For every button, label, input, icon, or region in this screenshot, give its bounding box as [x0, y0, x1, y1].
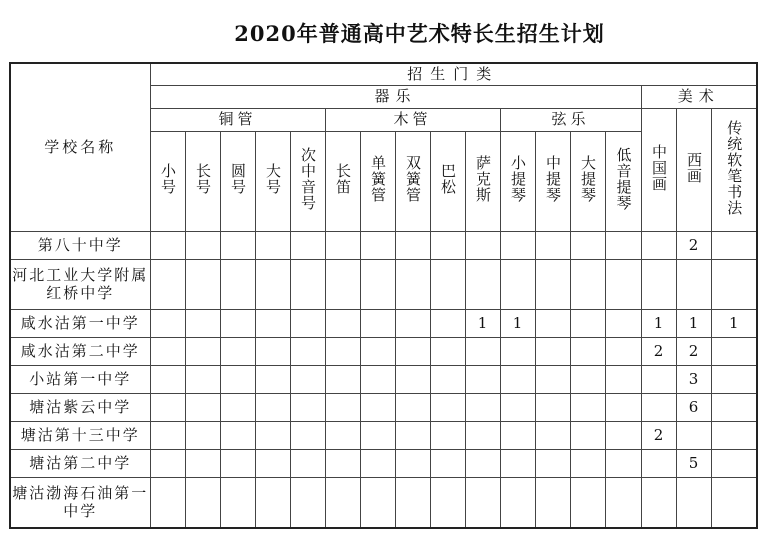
quota-cell	[605, 366, 641, 394]
quota-cell	[711, 422, 757, 450]
col-header: 大提琴	[570, 132, 605, 232]
quota-cell	[255, 310, 290, 338]
quota-cell	[641, 366, 676, 394]
quota-cell	[325, 338, 360, 366]
quota-cell	[465, 394, 500, 422]
col-header: 小提琴	[500, 132, 535, 232]
school-name-cell: 咸水沽第二中学	[10, 338, 150, 366]
quota-cell	[185, 338, 220, 366]
quota-cell	[325, 232, 360, 260]
quota-cell	[711, 450, 757, 478]
quota-cell	[605, 394, 641, 422]
quota-cell	[150, 260, 185, 310]
quota-cell	[185, 394, 220, 422]
quota-cell	[641, 450, 676, 478]
col-header: 传统软笔书法	[711, 109, 757, 232]
table-row	[10, 310, 757, 338]
col-header: 低音提琴	[605, 132, 641, 232]
strings-header: 弦乐	[500, 109, 641, 132]
quota-cell	[465, 232, 500, 260]
quota-cell	[220, 260, 255, 310]
quota-cell: 2	[641, 422, 676, 450]
quota-cell	[395, 478, 430, 529]
quota-cell	[500, 478, 535, 529]
quota-cell	[535, 260, 570, 310]
quota-cell	[641, 260, 676, 310]
quota-cell	[150, 310, 185, 338]
table-row	[10, 478, 757, 529]
quota-cell	[535, 232, 570, 260]
quota-cell	[220, 450, 255, 478]
quota-cell: 6	[676, 394, 711, 422]
quota-cell	[150, 450, 185, 478]
quota-cell	[220, 422, 255, 450]
col-header: 长笛	[325, 132, 360, 232]
quota-cell	[465, 422, 500, 450]
col-header: 双簧管	[395, 132, 430, 232]
table-row	[10, 450, 757, 478]
quota-cell	[605, 450, 641, 478]
quota-cell	[465, 366, 500, 394]
quota-cell	[676, 260, 711, 310]
quota-cell	[220, 338, 255, 366]
quota-cell	[430, 338, 465, 366]
quota-cell	[325, 450, 360, 478]
quota-cell	[325, 394, 360, 422]
quota-cell	[255, 338, 290, 366]
quota-cell	[395, 310, 430, 338]
quota-cell: 2	[676, 232, 711, 260]
quota-cell	[641, 394, 676, 422]
quota-cell	[185, 366, 220, 394]
quota-cell	[500, 232, 535, 260]
table-row	[10, 366, 757, 394]
quota-cell	[430, 310, 465, 338]
school-name-cell: 小站第一中学	[10, 366, 150, 394]
quota-cell	[395, 422, 430, 450]
quota-cell	[325, 310, 360, 338]
quota-cell	[325, 422, 360, 450]
quota-cell	[150, 478, 185, 529]
school-name-cell: 河北工业大学附属红桥中学	[10, 260, 150, 310]
quota-cell: 3	[676, 366, 711, 394]
table-row	[10, 394, 757, 422]
quota-cell: 2	[641, 338, 676, 366]
col-header: 长号	[185, 132, 220, 232]
quota-cell	[535, 422, 570, 450]
school-name-cell: 咸水沽第一中学	[10, 310, 150, 338]
quota-cell	[605, 260, 641, 310]
quota-cell	[290, 260, 325, 310]
quota-cell	[185, 478, 220, 529]
quota-cell	[465, 338, 500, 366]
instrumental-header: 器乐	[150, 86, 641, 109]
quota-cell	[711, 366, 757, 394]
quota-cell	[711, 338, 757, 366]
quota-cell	[605, 232, 641, 260]
table-row	[10, 422, 757, 450]
school-name-cell: 塘沽紫云中学	[10, 394, 150, 422]
quota-cell: 1	[465, 310, 500, 338]
school-name-cell: 塘沽第二中学	[10, 450, 150, 478]
quota-cell	[325, 260, 360, 310]
quota-cell	[220, 478, 255, 529]
quota-cell	[255, 450, 290, 478]
page-title: 2020年普通高中艺术特长生招生计划	[234, 21, 605, 46]
quota-cell	[570, 422, 605, 450]
quota-cell	[430, 422, 465, 450]
quota-cell	[570, 260, 605, 310]
quota-cell	[605, 478, 641, 529]
quota-cell	[500, 394, 535, 422]
quota-cell	[150, 232, 185, 260]
col-header: 圆号	[220, 132, 255, 232]
quota-cell	[185, 232, 220, 260]
quota-cell	[570, 232, 605, 260]
col-header: 西画	[676, 109, 711, 232]
quota-cell	[255, 394, 290, 422]
quota-cell	[220, 394, 255, 422]
quota-cell	[290, 422, 325, 450]
art-header: 美术	[641, 86, 757, 109]
table-row	[10, 260, 757, 310]
quota-cell	[535, 366, 570, 394]
quota-cell	[570, 394, 605, 422]
quota-cell: 1	[500, 310, 535, 338]
quota-cell	[325, 366, 360, 394]
quota-cell	[360, 310, 395, 338]
quota-cell	[430, 232, 465, 260]
col-header: 单簧管	[360, 132, 395, 232]
quota-cell	[150, 394, 185, 422]
quota-cell	[676, 422, 711, 450]
quota-cell	[641, 232, 676, 260]
quota-cell	[430, 366, 465, 394]
quota-cell	[220, 366, 255, 394]
school-name-cell: 塘沽第十三中学	[10, 422, 150, 450]
col-header: 巴松	[430, 132, 465, 232]
quota-cell	[535, 478, 570, 529]
quota-cell	[465, 260, 500, 310]
col-header: 大号	[255, 132, 290, 232]
quota-cell	[500, 422, 535, 450]
quota-cell	[430, 450, 465, 478]
quota-cell	[255, 232, 290, 260]
quota-cell	[185, 310, 220, 338]
quota-cell	[535, 394, 570, 422]
quota-cell	[360, 450, 395, 478]
quota-cell	[570, 338, 605, 366]
quota-cell	[255, 366, 290, 394]
quota-cell	[395, 450, 430, 478]
quota-cell: 2	[676, 338, 711, 366]
quota-cell	[185, 450, 220, 478]
quota-cell	[290, 366, 325, 394]
quota-cell: 1	[641, 310, 676, 338]
quota-cell	[360, 338, 395, 366]
quota-cell	[676, 478, 711, 529]
quota-cell	[325, 478, 360, 529]
quota-cell: 1	[676, 310, 711, 338]
table-row	[10, 338, 757, 366]
col-header: 次中音号	[290, 132, 325, 232]
quota-cell	[290, 232, 325, 260]
quota-cell	[500, 338, 535, 366]
quota-cell	[290, 338, 325, 366]
quota-cell	[570, 366, 605, 394]
quota-cell	[535, 310, 570, 338]
quota-cell	[290, 394, 325, 422]
table-body	[10, 232, 757, 529]
quota-cell	[711, 478, 757, 529]
quota-cell	[150, 338, 185, 366]
quota-cell	[430, 260, 465, 310]
woodwind-header: 木管	[325, 109, 500, 132]
quota-cell	[220, 310, 255, 338]
quota-cell	[150, 366, 185, 394]
quota-cell	[360, 232, 395, 260]
quota-cell	[150, 422, 185, 450]
quota-cell	[395, 394, 430, 422]
quota-cell	[290, 310, 325, 338]
school-name-header: 学校名称	[10, 63, 150, 232]
quota-cell	[711, 394, 757, 422]
quota-cell	[185, 422, 220, 450]
col-header: 小号	[150, 132, 185, 232]
category-header: 招生门类	[150, 63, 757, 86]
quota-cell	[360, 260, 395, 310]
quota-cell	[360, 422, 395, 450]
quota-cell	[570, 310, 605, 338]
quota-cell	[395, 232, 430, 260]
quota-cell	[395, 338, 430, 366]
quota-cell	[185, 260, 220, 310]
quota-cell	[290, 478, 325, 529]
quota-cell	[605, 422, 641, 450]
quota-cell: 1	[711, 310, 757, 338]
quota-cell	[430, 478, 465, 529]
quota-cell	[395, 260, 430, 310]
quota-cell	[220, 232, 255, 260]
quota-cell	[711, 260, 757, 310]
quota-cell	[535, 338, 570, 366]
quota-cell	[605, 338, 641, 366]
school-name-cell: 塘沽渤海石油第一中学	[10, 478, 150, 529]
quota-cell	[605, 310, 641, 338]
quota-cell	[641, 478, 676, 529]
quota-cell	[570, 450, 605, 478]
quota-cell	[395, 366, 430, 394]
quota-cell	[255, 260, 290, 310]
quota-cell	[465, 450, 500, 478]
quota-cell	[360, 394, 395, 422]
enrollment-table	[9, 62, 758, 529]
quota-cell: 5	[676, 450, 711, 478]
header-row-category	[10, 63, 757, 86]
quota-cell	[570, 478, 605, 529]
quota-cell	[465, 478, 500, 529]
brass-header: 铜管	[150, 109, 325, 132]
quota-cell	[360, 478, 395, 529]
quota-cell	[500, 450, 535, 478]
quota-cell	[255, 478, 290, 529]
col-header: 萨克斯	[465, 132, 500, 232]
quota-cell	[290, 450, 325, 478]
quota-cell	[360, 366, 395, 394]
school-name-cell: 第八十中学	[10, 232, 150, 260]
quota-cell	[711, 232, 757, 260]
quota-cell	[535, 450, 570, 478]
quota-cell	[500, 366, 535, 394]
col-header: 中国画	[641, 109, 676, 232]
table-row	[10, 232, 757, 260]
quota-cell	[430, 394, 465, 422]
quota-cell	[500, 260, 535, 310]
quota-cell	[255, 422, 290, 450]
col-header: 中提琴	[535, 132, 570, 232]
